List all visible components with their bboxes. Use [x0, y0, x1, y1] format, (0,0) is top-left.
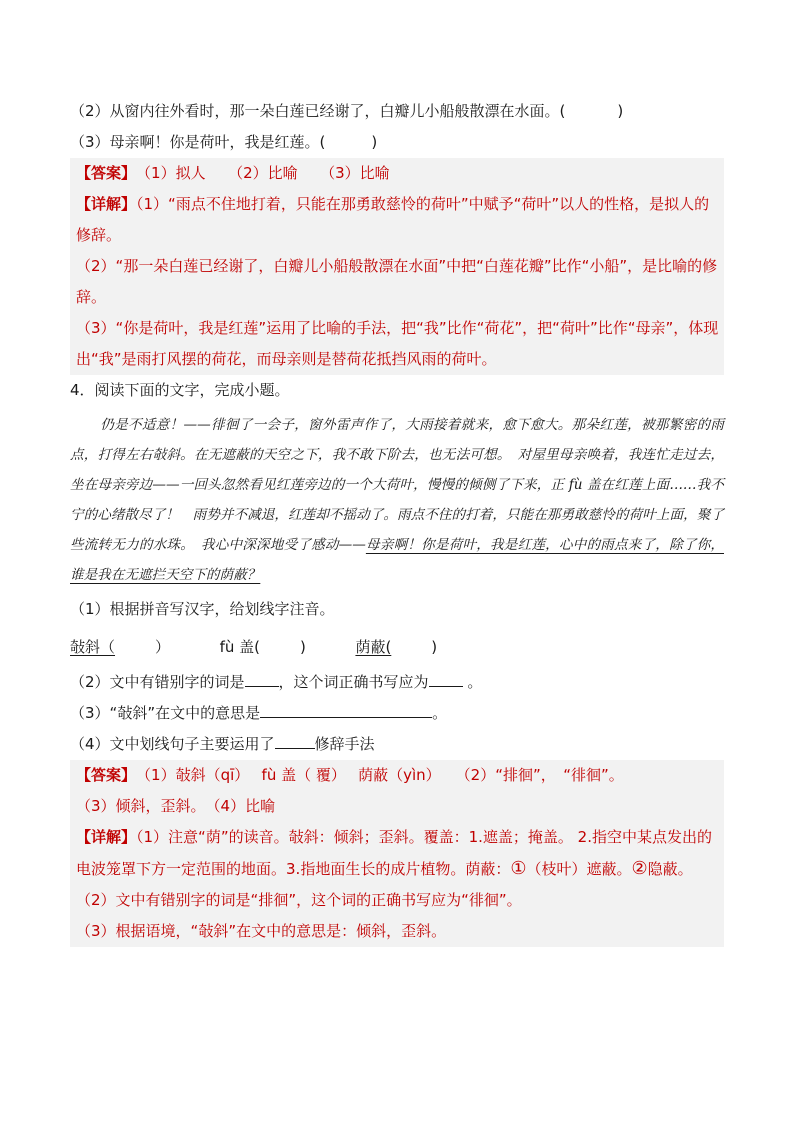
q4-detail-1: 【详解】（1）注意“荫”的读音。敧斜：倾斜；歪斜。覆盖：1.遮盖；掩盖。 2.指空中某点发出的电波笼罩下方一定范围的地面。3.指地面生长的成片植物。荫蔽：①（枝叶）遮蔽。②隐蔽。 — [76, 828, 712, 879]
q4-pinyin-row: 敧斜（ ） fù 盖( ) 荫蔽( ) — [70, 638, 438, 656]
q4-detail-2: （2）文中有错别字的词是“排徊”，这个词的正确书写应为“徘徊”。 — [76, 891, 522, 909]
q3-item-2: （2）从窗内往外看时，那一朵白莲已经谢了，白瓣儿小船般散漂在水面。( ) — [70, 102, 624, 120]
answer-blank — [275, 734, 315, 749]
q3-item-2-text: （2）从窗内往外看时，那一朵白莲已经谢了，白瓣儿小船般散漂在水面。( — [70, 102, 566, 120]
passage-underlined-sentence: 母亲啊！你是荷叶，我是红莲，心中的雨点来了，除了你，谁是我在无遮拦天空下的荫蔽？ — [70, 537, 724, 583]
q3-detail-2: （2）“那一朵白莲已经谢了，白瓣儿小船般散漂在水面”中把“白莲花瓣”比作“小船”，是比喻的修辞。 — [76, 257, 718, 306]
q4-answer-line-2: （3）倾斜，歪斜。 （4）比喻 — [76, 797, 276, 815]
answer-tag: 【答案】 — [76, 766, 129, 784]
q4-passage — [70, 410, 724, 590]
pinyin-word-3: 荫蔽( — [355, 638, 392, 656]
answer-blank — [260, 703, 432, 718]
q3-detail-3: （3）“你是荷叶，我是红莲”运用了比喻的手法，把“我”比作“荷花”，把“荷叶”比作“母亲”，体现出“我”是雨打风摆的荷花，而母亲则是替荷花抵挡风雨的荷叶。 — [76, 319, 719, 368]
q4-solution-box — [70, 760, 724, 947]
answer-blank — [245, 672, 279, 687]
q3-solution-box — [70, 158, 724, 375]
q4-sub1: （1）根据拼音写汉字，给划线字注音。 — [70, 600, 335, 618]
q3-detail-1: 【详解】（1）“雨点不住地打着，只能在那勇敢慈怜的荷叶”中赋予“荷叶”以人的性格，是拟人的修辞。 — [76, 195, 710, 244]
q4-sub2: （2）文中有错别字的词是 ，这个词正确书写应为 。 — [70, 673, 483, 691]
q4-sub4: （4）文中划线句子主要运用了 修辞手法 — [70, 735, 375, 753]
q4-title: 4．阅读下面的文字，完成小题。 — [70, 381, 290, 399]
detail-tag: 【详解】 — [76, 195, 137, 213]
q4-answer: 【答案】 （1）敧斜（qī） fù 盖（ 覆） 荫蔽（yìn） （2）“排徊”， “徘徊”。 — [76, 766, 624, 784]
detail-tag: 【详解】 — [76, 828, 137, 846]
pinyin-word-1: 敧斜（ — [70, 638, 116, 656]
document-page — [70, 96, 724, 947]
q3-answer — [70, 158, 724, 189]
q3-answer-text: （1）拟人 （2）比喻 （3）比喻 — [143, 164, 390, 182]
q3-item-3: （3）母亲啊！你是荷叶，我是红莲。( ) — [70, 133, 378, 151]
q4-sub3: （3）“敧斜”在文中的意思是 。 — [70, 704, 448, 722]
q3-item-3-text: （3）母亲啊！你是荷叶，我是红莲。( — [70, 133, 326, 151]
passage-text: 仍是不适意！——徘徊了一会子，窗外雷声作了，大雨接着就来，愈下愈大。那朵红莲，被那繁密的雨点，打得左右敧斜。在无遮蔽的天空之下，我不敢下阶去，也无法可想。 对屋里母亲唤着，我连忙走过去，坐在母亲旁边——一回头忽然看见红莲旁边的一个大荷叶，慢慢的倾侧了下来，正 fù 盖在红莲上面……我不宁的心绪散尽了！ 雨势并不减退，红莲却不摇动了。雨点不住的打着，只能在那勇敢慈怜的荷叶上面，聚了些流转无力的水珠。 我心中深深地受了感动—— — [70, 417, 724, 553]
answer-tag: 【答案】 — [76, 164, 129, 182]
answer-blank — [429, 672, 463, 687]
pinyin-word-2: fù 盖( — [219, 638, 261, 656]
q4-detail-3: （3）根据语境，“敧斜”在文中的意思是：倾斜，歪斜。 — [76, 922, 447, 940]
